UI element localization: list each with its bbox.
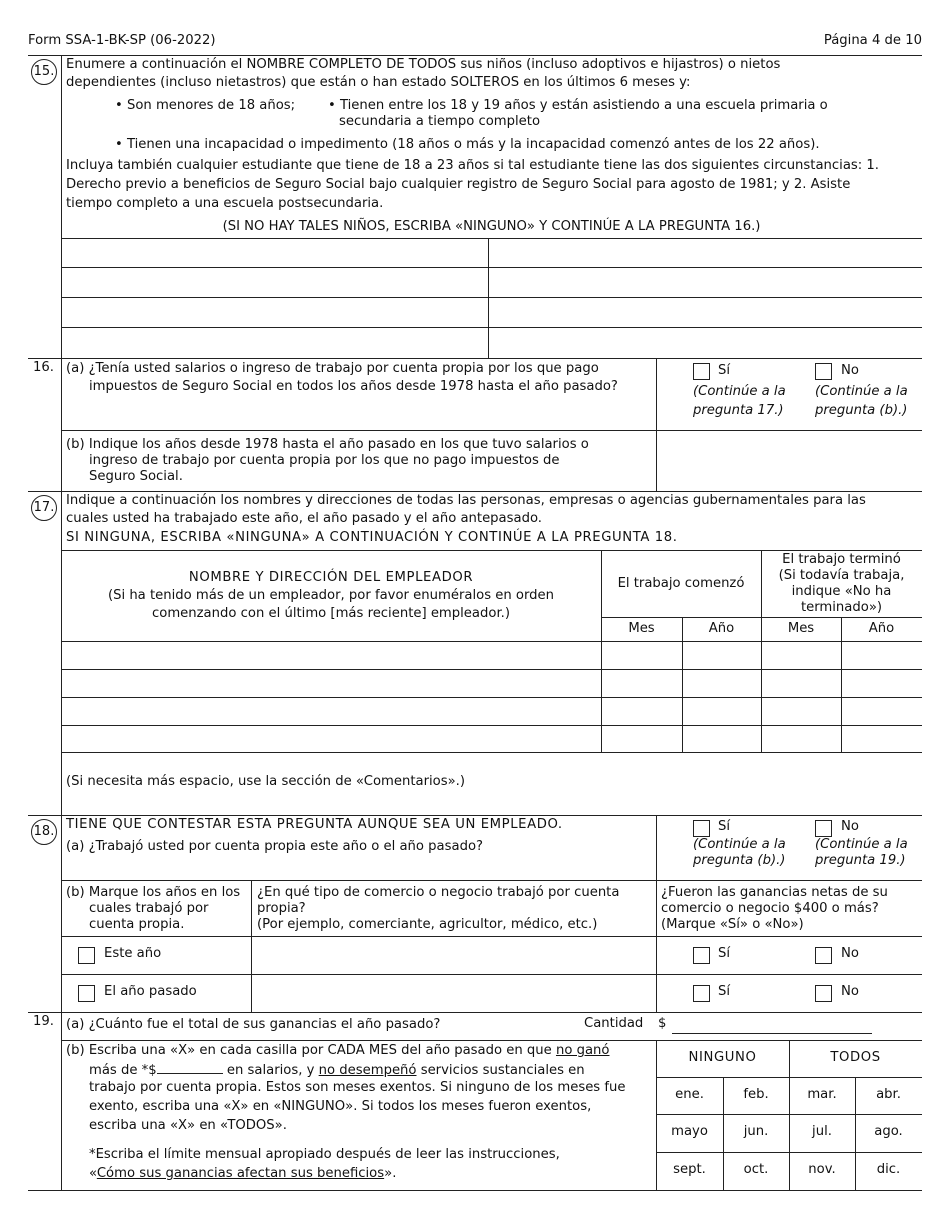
q17-col-end-line4: terminado») (800, 600, 883, 615)
q17-col-divider (841, 617, 842, 752)
q18a-no-label: No (841, 819, 859, 834)
q19b-line5: escriba una «X» en «TODOS». (89, 1118, 287, 1133)
q19a-amount-label: Cantidad (584, 1016, 644, 1031)
q17-end-month-header: Mes (787, 621, 815, 636)
q19b-line1 (66, 1043, 609, 1059)
q15-bullet-under-18: • Son menores de 18 años; (115, 98, 296, 113)
q19-grid-line (656, 1152, 922, 1153)
q17-intro-line2: cuales usted ha trabajado este año, el año pasado y el año antepasado. (66, 511, 542, 526)
q19-top-rule (28, 1012, 922, 1013)
q16a-yes-label: Sí (718, 363, 731, 378)
q18b-header-top (61, 880, 922, 881)
month-cell-jun[interactable]: jun. (743, 1124, 769, 1139)
q17-col-end-line3: indique «No ha (791, 584, 892, 599)
q15-top-rule (28, 55, 922, 56)
q19b-line3: trabajo por cuenta propia. Estos son meses exentos. Si ninguno de los meses fue (89, 1080, 626, 1095)
q16b-years-field[interactable] (657, 431, 921, 490)
q17-employer-field[interactable] (62, 726, 600, 751)
q18a-question: (a) ¿Trabajó usted por cuenta propia este año o el año pasado? (66, 839, 484, 854)
q17-employer-field[interactable] (62, 698, 600, 724)
q19-number: 19. (33, 1014, 54, 1029)
q16a-yes-note-line2: pregunta 17.) (693, 403, 784, 418)
q15-bullet-disability: • Tienen una incapacidad o impedimento (18 años o más y la incapacidad comenzó antes de los 22 años). (115, 137, 820, 152)
q17-col-end-line1: El trabajo terminó (782, 552, 901, 567)
q15-child-name-field[interactable] (489, 239, 921, 266)
q15-child-name-field[interactable] (62, 298, 487, 326)
q18b-this-year-yes-checkbox[interactable] (693, 947, 710, 964)
q18b-this-year-no-checkbox[interactable] (815, 947, 832, 964)
q15-bullet-18-19-line2: secundaria a tiempo completo (339, 114, 541, 129)
q18b-last-year-no-label: No (841, 984, 859, 999)
q19-grid-line (656, 1077, 922, 1078)
q15-extra-line1: Incluya también cualquier estudiante que tiene de 18 a 23 años si tal estudiante tiene las dos siguientes circunstancias: 1. (66, 158, 879, 173)
q18b-this-year-checkbox[interactable] (78, 947, 95, 964)
q18b-this-year-business-field[interactable] (252, 937, 655, 973)
month-cell-aug[interactable]: ago. (874, 1124, 903, 1139)
q17-more-space-note: (Si necesita más espacio, use la sección de «Comentarios».) (66, 774, 466, 789)
q18b-business-line3: (Por ejemplo, comerciante, agricultor, médico, etc.) (257, 917, 598, 932)
q15-intro-line1: Enumere a continuación el NOMBRE COMPLETO DE TODOS sus niños (incluso adoptivos e hijastros) o nietos (66, 57, 781, 72)
q18a-no-note-line1: (Continúe a la (815, 837, 908, 852)
q18b-earnings-line3: (Marque «Sí» o «No») (661, 917, 804, 932)
q18b-business-line2: propia? (257, 901, 306, 916)
q17-employer-field[interactable] (62, 642, 600, 668)
q18b-business-line1: ¿En qué tipo de comercio o negocio trabajó por cuenta (257, 885, 620, 900)
q16a-no-label: No (841, 363, 859, 378)
q16b-line3: Seguro Social. (89, 469, 183, 484)
month-cell-nov[interactable]: nov. (808, 1162, 836, 1177)
month-cell-jan[interactable]: ene. (675, 1087, 704, 1102)
q16-number: 16. (33, 360, 54, 375)
q18b-this-year-no-label: No (841, 946, 859, 961)
q19a-dollar-sign: $ (658, 1016, 667, 1031)
q18-number: 18. (31, 819, 57, 845)
q18-must-answer: TIENE QUE CONTESTAR ESTA PREGUNTA AUNQUE SEA UN EMPLEADO. (66, 817, 563, 832)
q15-child-name-field[interactable] (489, 298, 921, 326)
q17-intro-line1: Indique a continuación los nombres y direcciones de todas las personas, empresas o agencias gubernamentales para las (66, 493, 866, 508)
q19b-top-rule (61, 1040, 922, 1041)
q18b-line2: cuales trabajó por (89, 901, 209, 916)
q19a-question: (a) ¿Cuánto fue el total de sus ganancias el año pasado? (66, 1017, 441, 1032)
q15-child-name-field[interactable] (62, 268, 487, 296)
q15-instruction: (SI NO HAY TALES NIÑOS, ESCRIBA «NINGUNO» Y CONTINÚE A LA PREGUNTA 16.) (222, 219, 761, 234)
q17-col-name-line1: NOMBRE Y DIRECCIÓN DEL EMPLEADOR (188, 570, 474, 585)
q19b-line1-text: (b) Escriba una «X» en cada casilla por CADA MES del año pasado en que (66, 1043, 552, 1058)
q19b-note-line2 (89, 1166, 396, 1182)
q17-start-year-header: Año (708, 621, 735, 636)
q16a-no-checkbox[interactable] (815, 363, 832, 380)
q16a-no-note-line2: pregunta (b).) (815, 403, 908, 418)
month-cell-sep[interactable]: sept. (673, 1162, 706, 1177)
q15-bullet-18-19-line1: • Tienen entre los 18 y 19 años y están asistiendo a una escuela primaria o (328, 98, 828, 113)
q15-intro-line2: dependientes (incluso nietastros) que están o han estado SOLTEROS en los últimos 6 meses y: (66, 75, 691, 90)
month-cell-jul[interactable]: jul. (812, 1124, 832, 1139)
q19-grid-line (656, 1114, 922, 1115)
page-bottom-rule (28, 1190, 922, 1191)
q17-employer-field[interactable] (62, 670, 600, 696)
q18b-earnings-line1: ¿Fueron las ganancias netas de su (661, 885, 888, 900)
q16a-yes-note-line1: (Continúe a la (693, 384, 786, 399)
q18b-this-year-label: Este año (104, 946, 162, 961)
q15-child-name-field[interactable] (489, 268, 921, 296)
q18a-no-note-line2: pregunta 19.) (815, 853, 906, 868)
q16a-no-note-line1: (Continúe a la (815, 384, 908, 399)
q17-top-rule (28, 491, 922, 492)
q17-end-year-header: Año (868, 621, 895, 636)
q16b-line1: (b) Indique los años desde 1978 hasta el año pasado en los que tuvo salarios o (66, 437, 589, 452)
page-number: Página 4 de 10 (823, 33, 922, 48)
q19b-note-close: ». (384, 1166, 397, 1181)
q16a-line2: impuestos de Seguro Social en todos los años desde 1978 hasta el año pasado? (89, 379, 618, 394)
month-cell-may[interactable]: mayo (671, 1124, 708, 1139)
q18b-last-year-label: El año pasado (104, 984, 197, 999)
month-cell-oct[interactable]: oct. (743, 1162, 769, 1177)
q16a-line1: (a) ¿Tenía usted salarios o ingreso de trabajo por cuenta propia por los que pago (66, 361, 599, 376)
q19b-note-open: « (89, 1166, 97, 1181)
q17-col-name-line3: comenzando con el último [más reciente] empleador.) (152, 606, 510, 621)
q18b-earnings-line2: comercio o negocio $400 o más? (661, 901, 879, 916)
q15-number: 15. (31, 59, 57, 85)
q15-extra-line2: Derecho previo a beneficios de Seguro Social bajo cualquier registro de Seguro Social para agosto de 1981; y 2. Asiste (66, 177, 851, 192)
q18b-last-year-checkbox[interactable] (78, 985, 95, 1002)
q15-child-name-field[interactable] (489, 328, 921, 357)
q18b-last-year-no-checkbox[interactable] (815, 985, 832, 1002)
q19b-line4: exento, escriba una «X» en «NINGUNO». Si todos los meses fueron exentos, (89, 1099, 592, 1114)
q19b-line2-b: en salarios, y (226, 1063, 315, 1078)
month-cell-feb[interactable]: feb. (743, 1087, 769, 1102)
q19b-note-line1: *Escriba el límite mensual apropiado después de leer las instrucciones, (89, 1147, 560, 1162)
q16b-line2: ingreso de trabajo por cuenta propia por los que no pago impuestos de (89, 453, 560, 468)
q18a-no-checkbox[interactable] (815, 820, 832, 837)
q17-instruction: SI NINGUNA, ESCRIBA «NINGUNA» A CONTINUACIÓN Y CONTINÚE A LA PREGUNTA 18. (66, 530, 678, 545)
q18-top-rule (28, 815, 922, 816)
q18b-this-year-yes-label: Sí (718, 946, 731, 961)
q18-answer-divider (656, 815, 657, 1012)
q19-todos-cell[interactable]: TODOS (830, 1050, 881, 1065)
q17-row-line (61, 752, 922, 753)
q17-start-month-header: Mes (628, 621, 655, 636)
q19b-monthly-limit-input[interactable] (157, 1061, 223, 1074)
month-cell-apr[interactable]: abr. (876, 1087, 901, 1102)
q18b-last-year-business-field[interactable] (252, 975, 655, 1011)
q19b-line2-a: más de *$ (89, 1063, 157, 1078)
q17-number: 17. (31, 495, 57, 521)
q17-col-divider (682, 617, 683, 752)
q18a-yes-label: Sí (718, 819, 731, 834)
q17-table-top (61, 550, 922, 551)
q18b-line1: (b) Marque los años en los (66, 885, 241, 900)
q19b-earnings-instructions-link[interactable]: Cómo sus ganancias afectan sus beneficios (96, 1166, 385, 1181)
q15-child-name-field[interactable] (62, 328, 487, 357)
q18b-last-year-yes-checkbox[interactable] (693, 985, 710, 1002)
form-id: Form SSA-1-BK-SP (06-2022) (28, 33, 216, 48)
q15-extra-line3: tiempo completo a una escuela postsecundaria. (66, 196, 384, 211)
q19b-line2-c: servicios sustanciales en (420, 1063, 585, 1078)
q19b-no-desempeno: no desempeñó (318, 1063, 417, 1078)
q18a-yes-note-line2: pregunta (b).) (693, 853, 786, 868)
q17-col-end-line2: (Si todavía trabaja, (778, 568, 905, 583)
q18a-yes-note-line1: (Continúe a la (693, 837, 786, 852)
q15-child-name-field[interactable] (62, 239, 487, 266)
q18a-yes-checkbox[interactable] (693, 820, 710, 837)
q16-top-rule (28, 358, 922, 359)
q19a-amount-input[interactable] (672, 1016, 872, 1034)
q19b-no-gano: no ganó (555, 1043, 610, 1058)
q18b-line3: cuenta propia. (89, 917, 185, 932)
q19-ninguno-cell[interactable]: NINGUNO (688, 1050, 757, 1065)
q16a-yes-checkbox[interactable] (693, 363, 710, 380)
q17-subheader-rule (601, 617, 922, 618)
q17-col-name-line2: (Si ha tenido más de un empleador, por favor enuméralos en orden (107, 588, 555, 603)
month-cell-dec[interactable]: dic. (876, 1162, 901, 1177)
q19b-line2 (89, 1061, 585, 1079)
q17-col-start: El trabajo comenzó (617, 576, 745, 591)
month-cell-mar[interactable]: mar. (807, 1087, 837, 1102)
q18b-last-year-yes-label: Sí (718, 984, 731, 999)
